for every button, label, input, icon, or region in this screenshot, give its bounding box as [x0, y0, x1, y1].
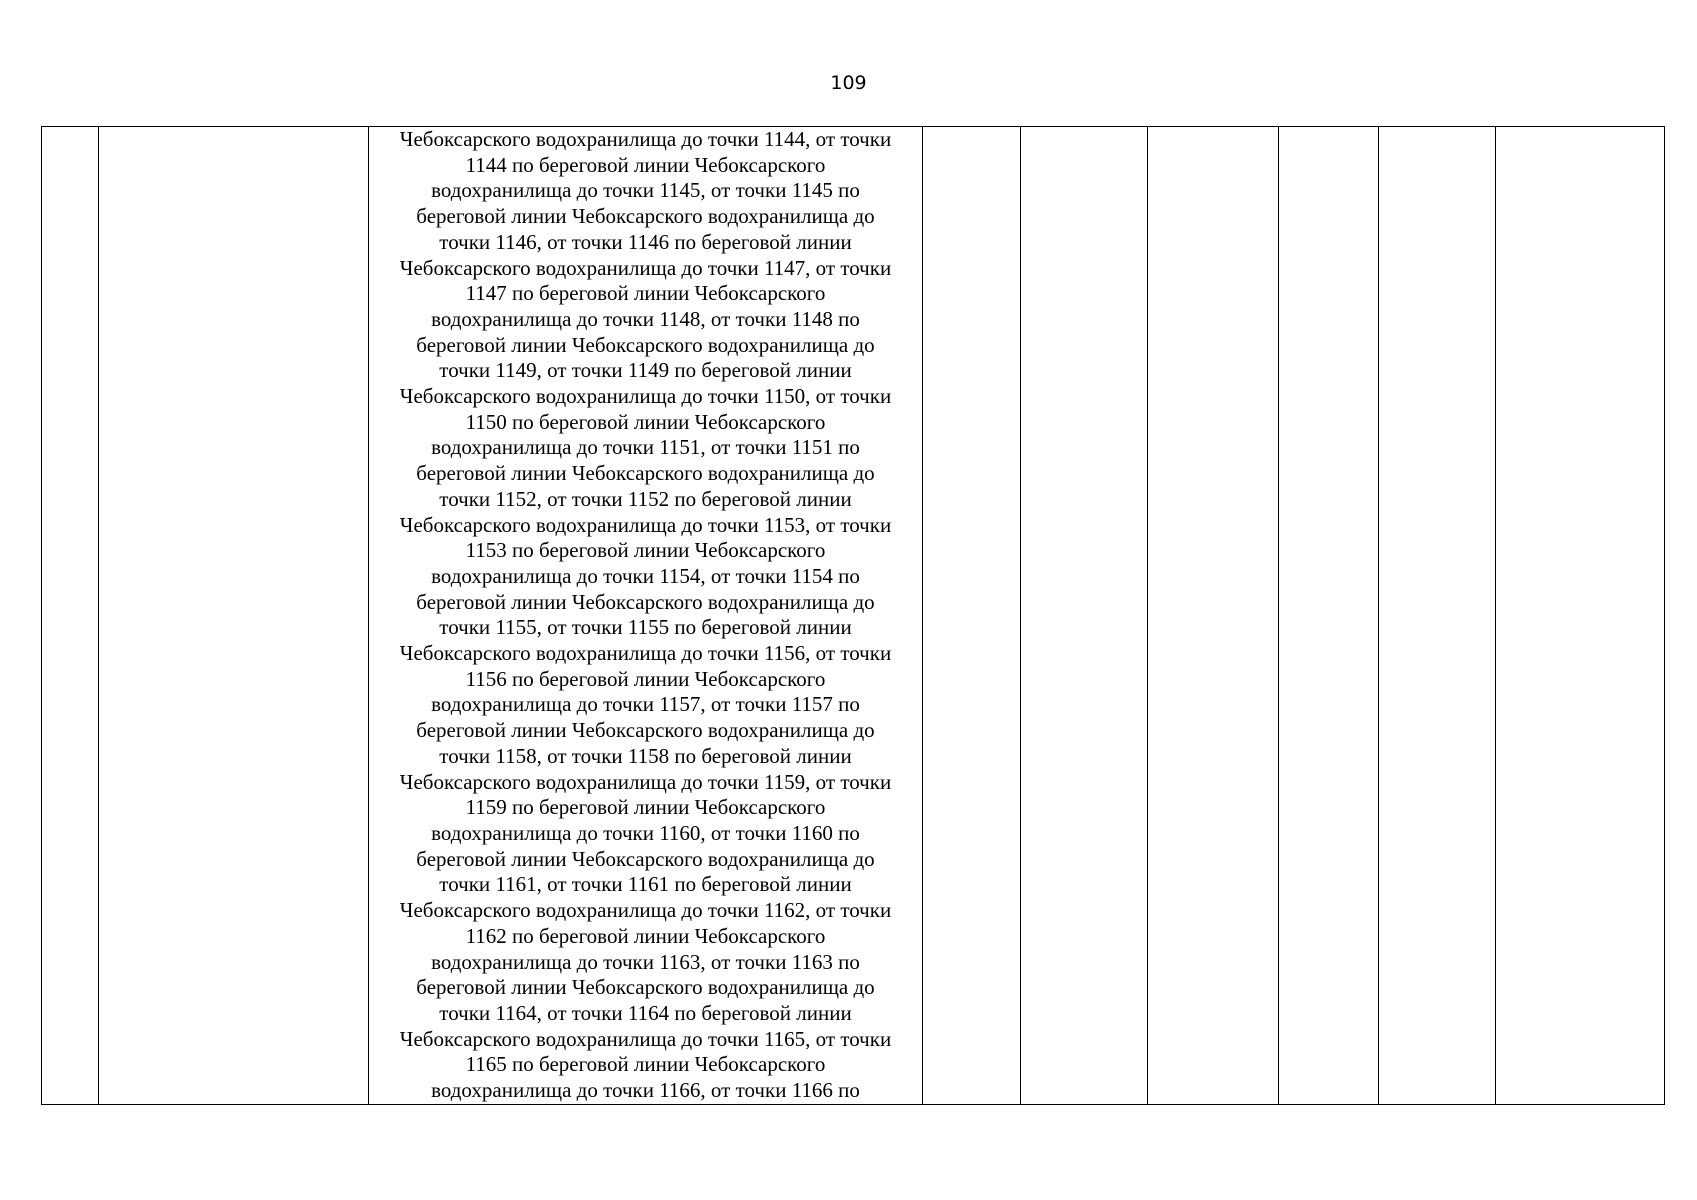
- description-line: береговой линии Чебоксарского водохранилища до: [416, 846, 875, 871]
- boundary-description-text: [369, 127, 922, 1104]
- boundary-description-table: [41, 126, 1665, 1105]
- description-line: водохранилища до точки 1157, от точки 1157 по: [431, 692, 860, 717]
- description-line: 1153 по береговой линии Чебоксарского: [465, 538, 826, 563]
- table-cell-col9: [1496, 127, 1665, 1105]
- page-number: 109: [830, 72, 867, 94]
- table-cell-col5: [1021, 127, 1148, 1105]
- description-line: Чебоксарского водохранилища до точки 1165, от точки: [399, 1026, 892, 1051]
- description-line: береговой линии Чебоксарского водохранилища до: [416, 204, 875, 229]
- description-line: 1150 по береговой линии Чебоксарского: [465, 409, 826, 434]
- table-cell-col8: [1379, 127, 1496, 1105]
- description-line: точки 1152, от точки 1152 по береговой линии: [439, 486, 852, 511]
- description-line: водохранилища до точки 1160, от точки 1160 по: [431, 820, 860, 845]
- description-line: 1162 по береговой линии Чебоксарского: [465, 923, 826, 948]
- table-cell-col7: [1279, 127, 1379, 1105]
- description-line: водохранилища до точки 1151, от точки 1151 по: [431, 435, 860, 460]
- description-line: Чебоксарского водохранилища до точки 1150, от точки: [399, 384, 892, 409]
- description-line: 1147 по береговой линии Чебоксарского: [465, 281, 826, 306]
- description-line: точки 1149, от точки 1149 по береговой линии: [439, 358, 852, 383]
- description-line: 1159 по береговой линии Чебоксарского: [465, 795, 826, 820]
- description-line: водохранилища до точки 1154, от точки 1154 по: [431, 563, 860, 588]
- description-line: 1144 по береговой линии Чебоксарского: [465, 152, 826, 177]
- description-line: водохранилища до точки 1148, от точки 1148 по: [431, 306, 860, 331]
- table-cell-col4: [923, 127, 1021, 1105]
- description-line: Чебоксарского водохранилища до точки 1147, от точки: [399, 255, 892, 280]
- table-cell-boundary-description: [369, 127, 923, 1105]
- description-line: береговой линии Чебоксарского водохранилища до: [416, 332, 875, 357]
- description-line: береговой линии Чебоксарского водохранилища до: [416, 589, 875, 614]
- description-line: береговой линии Чебоксарского водохранилища до: [416, 975, 875, 1000]
- description-line: Чебоксарского водохранилища до точки 1156, от точки: [399, 641, 892, 666]
- description-line: 1156 по береговой линии Чебоксарского: [465, 666, 826, 691]
- description-line: береговой линии Чебоксарского водохранилища до: [416, 718, 875, 743]
- description-line: водохранилища до точки 1145, от точки 1145 по: [431, 178, 860, 203]
- description-line: водохранилища до точки 1163, от точки 1163 по: [431, 949, 860, 974]
- table-row: [42, 127, 1665, 1105]
- description-line: 1165 по береговой линии Чебоксарского: [465, 1052, 826, 1077]
- table-cell-name: [99, 127, 369, 1105]
- description-line: водохранилища до точки 1166, от точки 1166 по: [431, 1078, 860, 1103]
- description-line: точки 1164, от точки 1164 по береговой линии: [439, 1000, 852, 1025]
- description-line: Чебоксарского водохранилища до точки 1162, от точки: [399, 898, 892, 923]
- description-line: точки 1158, от точки 1158 по береговой линии: [439, 743, 852, 768]
- description-line: береговой линии Чебоксарского водохранилища до: [416, 461, 875, 486]
- description-line: точки 1161, от точки 1161 по береговой линии: [439, 872, 852, 897]
- description-line: Чебоксарского водохранилища до точки 1144, от точки: [399, 127, 892, 151]
- description-line: точки 1155, от точки 1155 по береговой линии: [439, 615, 852, 640]
- description-line: Чебоксарского водохранилища до точки 1153, от точки: [399, 512, 892, 537]
- description-line: точки 1146, от точки 1146 по береговой линии: [439, 229, 852, 254]
- description-line: Чебоксарского водохранилища до точки 1159, от точки: [399, 769, 892, 794]
- table-cell-number: [42, 127, 99, 1105]
- table-cell-col6: [1148, 127, 1279, 1105]
